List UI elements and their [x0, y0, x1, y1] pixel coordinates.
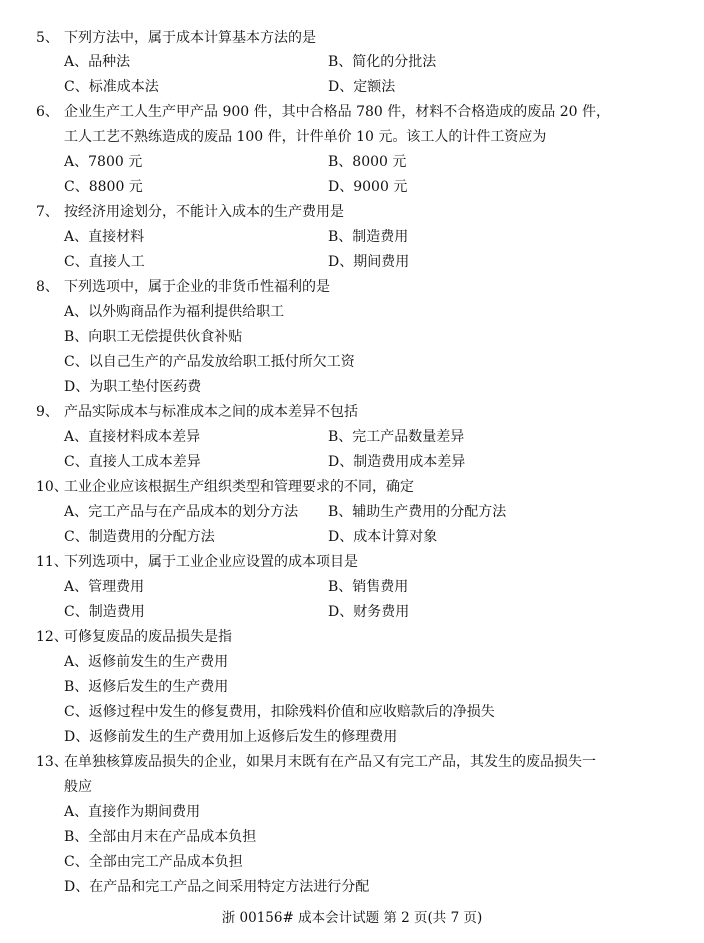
option-c: C、直接人工 — [64, 254, 145, 270]
option-c: C、直接人工成本差异 — [64, 454, 201, 470]
question-number: 12、 — [36, 629, 68, 645]
option-d: D、期间费用 — [328, 254, 410, 270]
option-b: B、销售费用 — [328, 579, 409, 595]
option-b: B、简化的分批法 — [328, 54, 437, 70]
question-number: 8、 — [36, 279, 59, 295]
question-number: 11、 — [36, 554, 68, 570]
question-stem: 按经济用途划分，不能计入成本的生产费用是 — [64, 204, 344, 220]
question-stem: 下列方法中，属于成本计算基本方法的是 — [64, 30, 316, 46]
option-b: B、辅助生产费用的分配方法 — [328, 504, 507, 520]
question-number: 10、 — [36, 479, 68, 495]
option-b: B、8000 元 — [328, 154, 407, 170]
question-number: 9、 — [36, 404, 59, 420]
option-a: A、7800 元 — [64, 154, 143, 170]
option-a: A、直接材料成本差异 — [64, 429, 201, 445]
question-number: 7、 — [36, 204, 59, 220]
option-a: A、完工产品与在产品成本的划分方法 — [64, 504, 299, 520]
question-stem: 下列选项中，属于企业的非货币性福利的是 — [64, 279, 330, 295]
option-d: D、财务费用 — [328, 604, 410, 620]
option-d: D、制造费用成本差异 — [328, 454, 466, 470]
option-a: A、直接材料 — [64, 229, 145, 245]
option-d: D、定额法 — [328, 79, 396, 95]
question-stem: 企业生产工人生产甲产品 900 件，其中合格品 780 件，材料不合格造成的废品 20 件， — [64, 104, 610, 120]
page-footer: 浙 00156# 成本会计试题 第 2 页(共 7 页) — [221, 910, 483, 926]
option-b: B、制造费用 — [328, 229, 409, 245]
option-a: A、管理费用 — [64, 579, 145, 595]
option-d: D、9000 元 — [328, 179, 408, 195]
option-c: C、标准成本法 — [64, 79, 159, 95]
option-c: C、制造费用的分配方法 — [64, 529, 215, 545]
question-number: 5、 — [36, 30, 59, 46]
question-stem: 下列选项中，属于工业企业应设置的成本项目是 — [64, 554, 358, 570]
question-stem: 工业企业应该根据生产组织类型和管理要求的不同，确定 — [64, 479, 414, 495]
option-c: C、8800 元 — [64, 179, 143, 195]
question-stem: 在单独核算废品损失的企业，如果月末既有在产品又有完工产品，其发生的废品损失一 — [64, 754, 596, 770]
option-d: D、成本计算对象 — [328, 529, 438, 545]
question-stem: 可修复废品的废品损失是指 — [64, 629, 232, 645]
option-b: B、完工产品数量差异 — [328, 429, 465, 445]
option-c: C、制造费用 — [64, 604, 145, 620]
question-number: 6、 — [36, 104, 59, 120]
question-stem: 产品实际成本与标准成本之间的成本差异不包括 — [64, 404, 358, 420]
option-a: A、品种法 — [64, 54, 131, 70]
question-number: 13、 — [36, 754, 68, 770]
